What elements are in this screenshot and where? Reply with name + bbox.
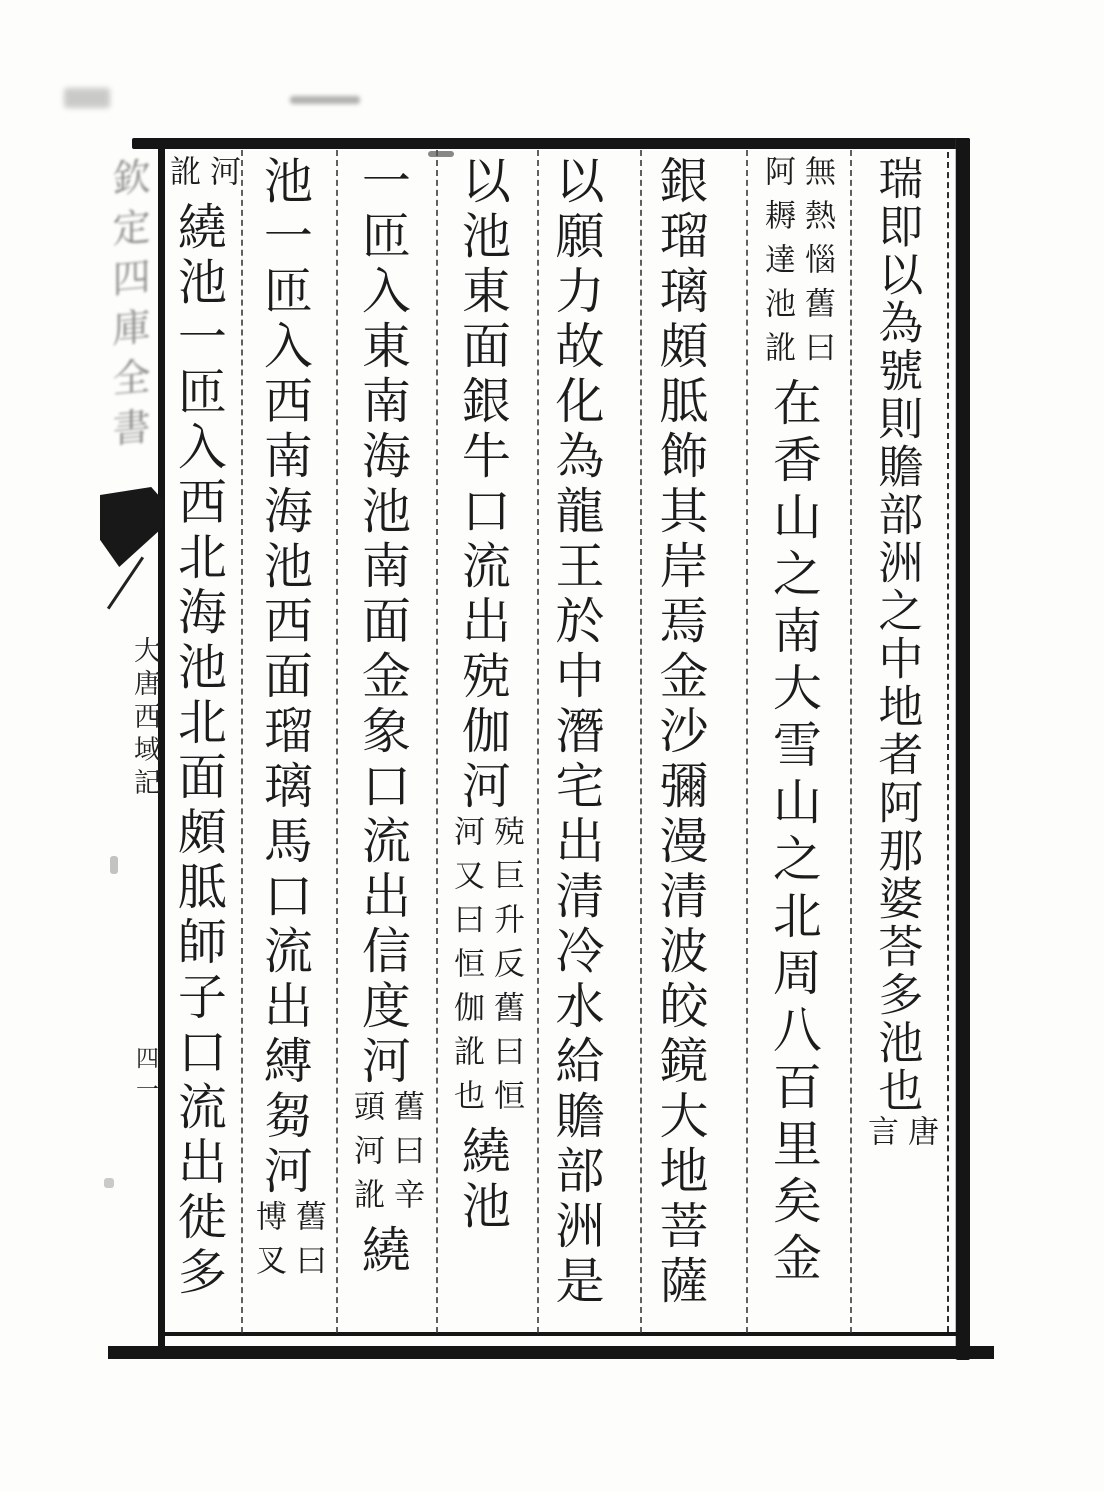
annotation-note: 舊曰辛頭河訛 bbox=[349, 1090, 424, 1222]
column-text: 一匝入東南海池南面金象口流出信度河 bbox=[355, 155, 411, 1090]
frame-border-top bbox=[132, 138, 970, 149]
text-column-3 bbox=[640, 155, 720, 1345]
frame-border-right bbox=[956, 138, 970, 1360]
frame-border-bottom bbox=[108, 1346, 994, 1359]
column-divider bbox=[336, 150, 338, 1333]
column-text: 在香山之南大雪山之北周八百里矣金 bbox=[766, 377, 822, 1289]
scan-smudge bbox=[428, 151, 454, 157]
text-column-2 bbox=[757, 155, 837, 1345]
fishtail-stroke bbox=[107, 556, 144, 609]
text-column-5 bbox=[446, 155, 526, 1345]
column-text: 池一匝入西南海池西面瑠璃馬口流出縛芻河 bbox=[257, 155, 313, 1200]
annotation-note: 無熱惱舊曰阿耨達池訛 bbox=[760, 155, 835, 375]
annotation-note: 河訛 bbox=[165, 155, 240, 199]
annotation-note: 舊曰博叉 bbox=[251, 1200, 326, 1288]
spine-book-title: 大唐西域記 bbox=[130, 636, 160, 801]
column-text: 以願力故化為龍王於中潛宅出清冷水給贍部洲是 bbox=[549, 155, 604, 1310]
annotation-note: 唐言 bbox=[863, 1115, 938, 1159]
scan-smudge bbox=[110, 856, 118, 874]
text-column-4 bbox=[536, 155, 616, 1345]
scan-smudge bbox=[290, 96, 360, 104]
column-text: 繞 bbox=[355, 1224, 411, 1279]
frame-inner-line-right bbox=[947, 152, 949, 1332]
column-text: 繞池 bbox=[455, 1125, 511, 1235]
column-text: 瑞即以為號則贍部洲之中地者阿那婆荅多池也 bbox=[871, 155, 922, 1115]
scan-smudge bbox=[104, 1178, 114, 1188]
spine-series-title: 欽定四庫全書 bbox=[106, 156, 148, 460]
column-text: 以池東面銀牛口流出殑伽河 bbox=[455, 155, 511, 815]
scan-smudge bbox=[64, 88, 110, 108]
column-text: 銀瑠璃頗胝飾其岸焉金沙彌漫清波皎鏡大地菩薩 bbox=[653, 155, 708, 1310]
column-text: 繞池一匝入西北海池北面頗胝師子口流出徙多 bbox=[171, 201, 227, 1301]
column-divider bbox=[436, 150, 438, 1333]
text-column-6 bbox=[346, 155, 426, 1345]
text-column-1 bbox=[860, 155, 940, 1345]
column-divider bbox=[746, 150, 748, 1333]
spine-page-number: 四一 bbox=[133, 1046, 158, 1108]
annotation-note: 殑巨升反舊曰恒河又曰恒伽訛也 bbox=[449, 815, 524, 1123]
text-column-7 bbox=[248, 155, 328, 1345]
column-divider bbox=[850, 150, 852, 1333]
text-column-8 bbox=[162, 155, 242, 1345]
fishtail-mark bbox=[100, 487, 164, 567]
